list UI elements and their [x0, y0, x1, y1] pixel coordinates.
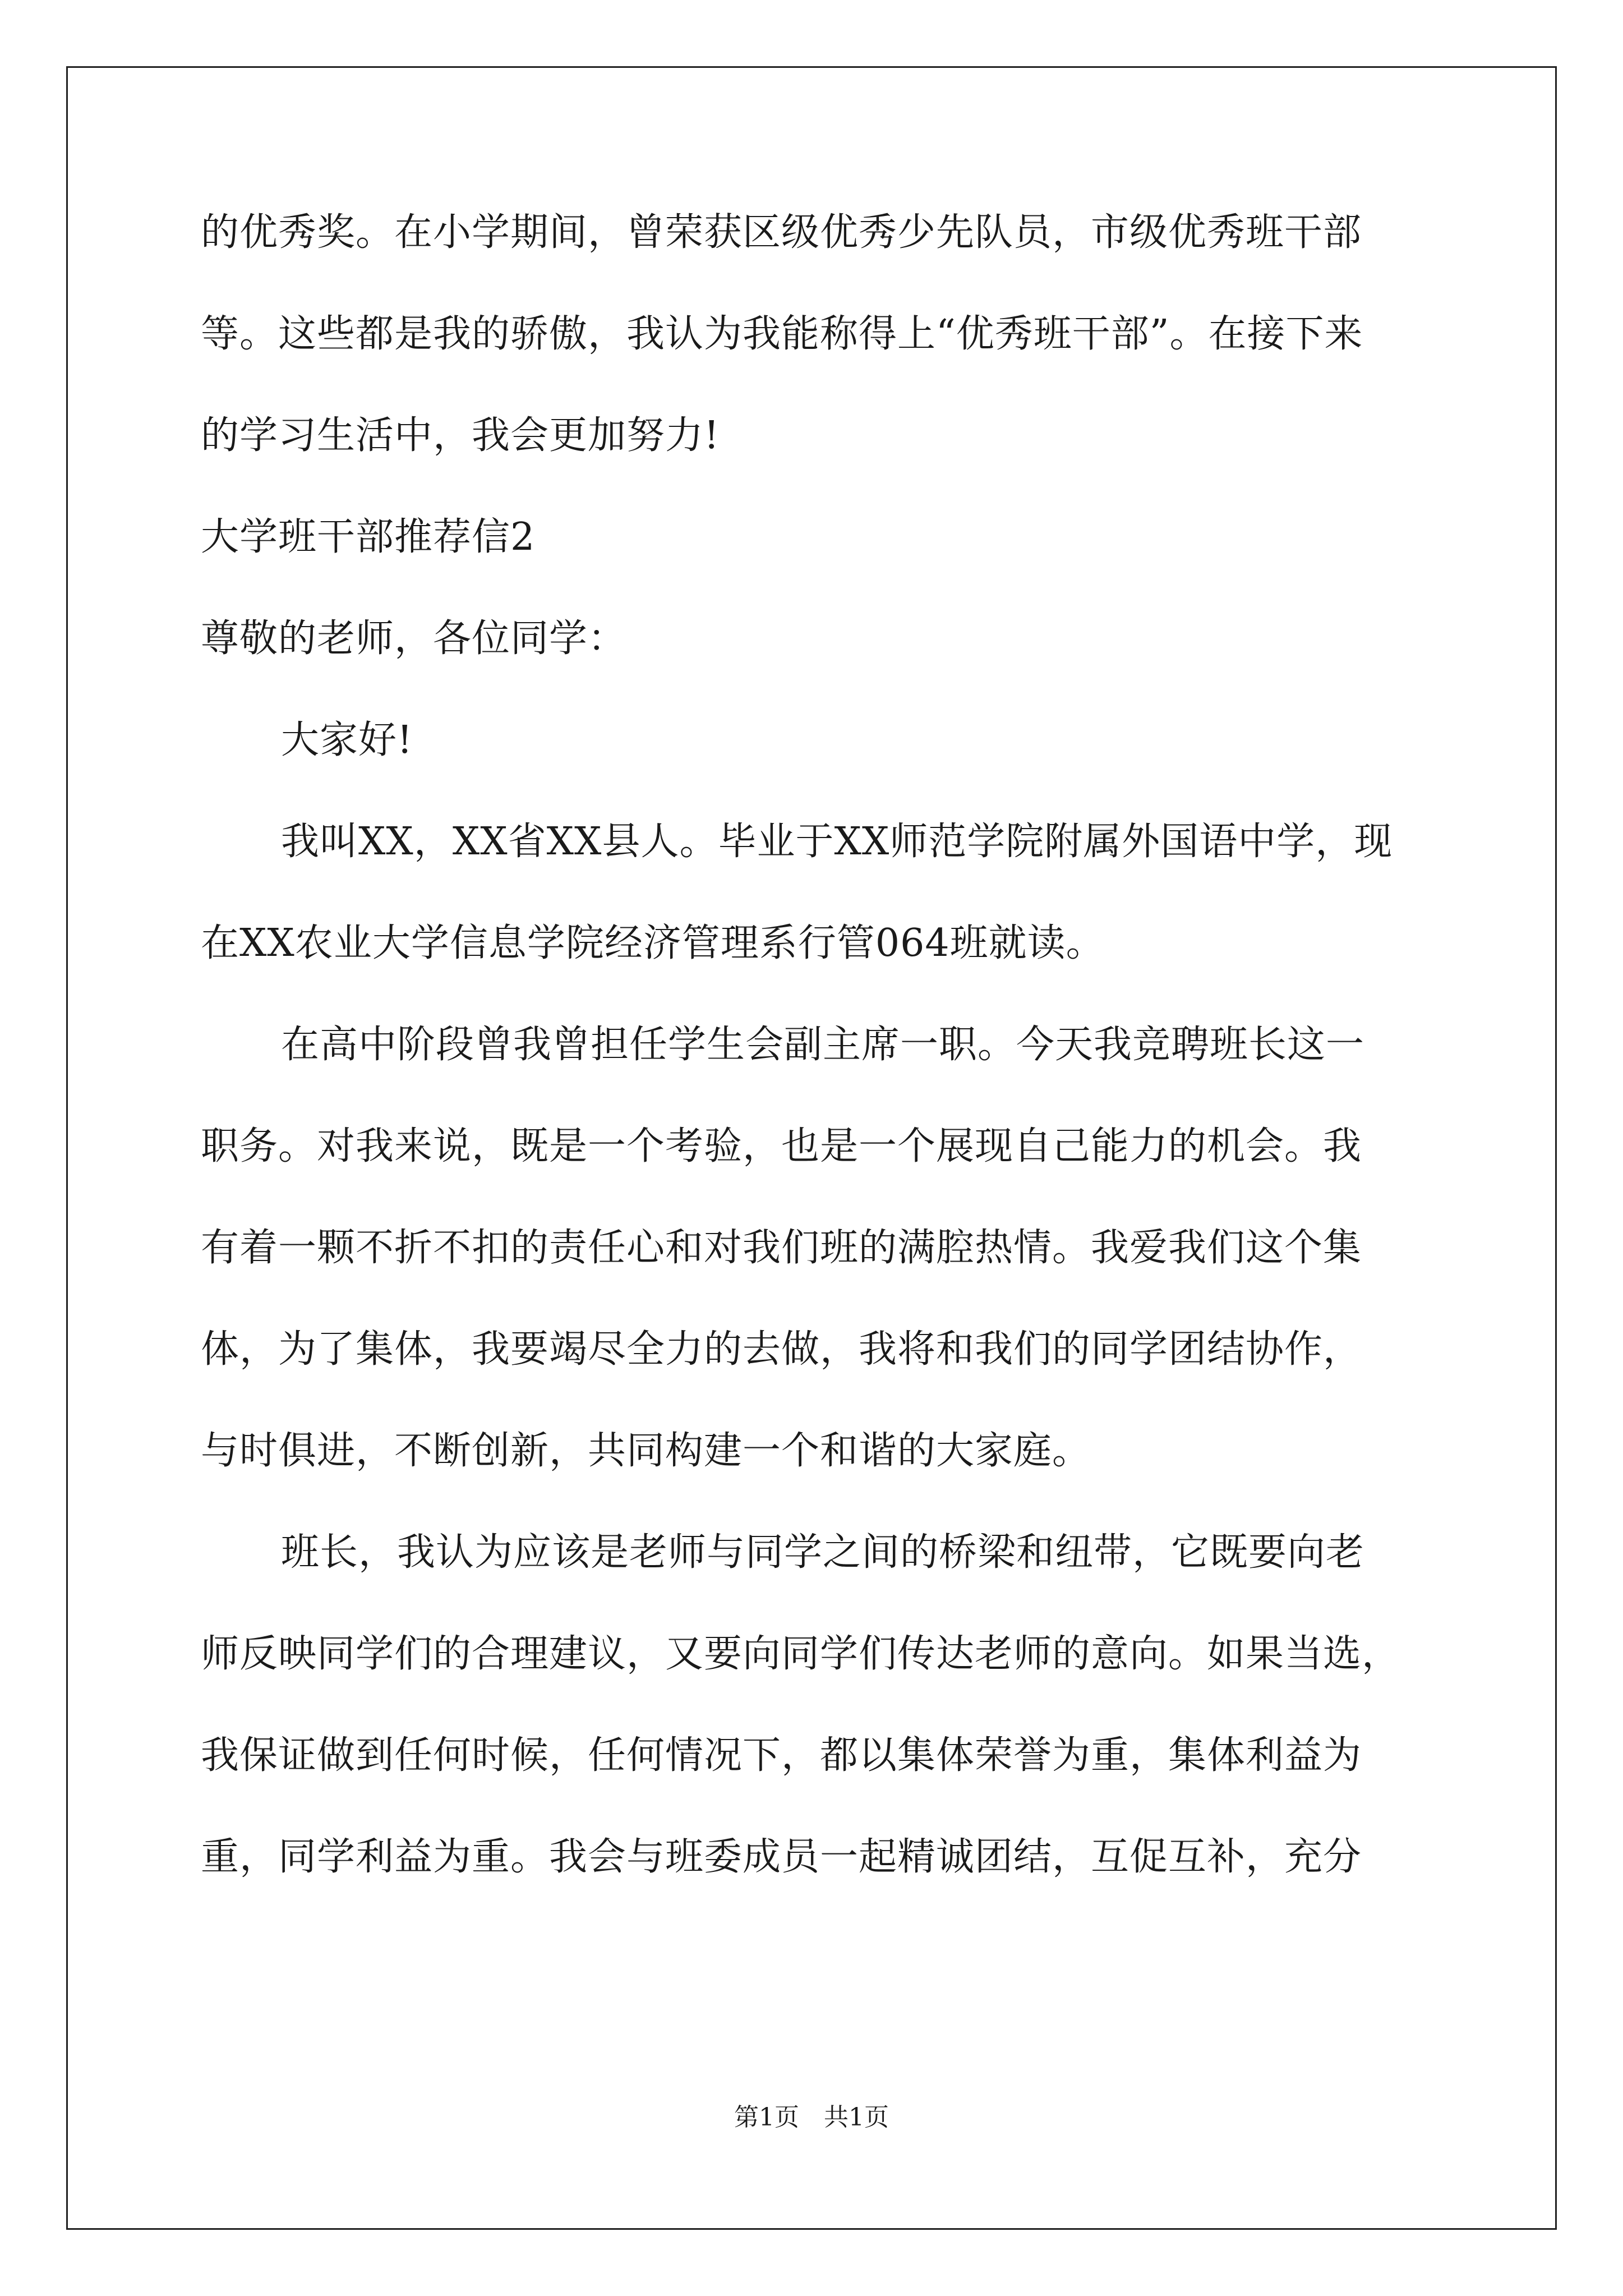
- text-line: 重，同学利益为重。我会与班委成员一起精诚团结，互促互补，充分: [201, 1835, 1362, 1879]
- salutation: 尊敬的老师，各位同学：: [201, 616, 627, 661]
- text-line: 有着一颗不折不扣的责任心和对我们班的满腔热情。我爱我们这个集: [201, 1226, 1362, 1270]
- text-line: 在XX农业大学信息学院经济管理系行管064班就读。: [201, 921, 1105, 965]
- text-line: 等。这些都是我的骄傲，我认为我能称得上“优秀班干部”。在接下来: [201, 312, 1363, 356]
- text-line: 职务。对我来说，既是一个考验，也是一个展现自己能力的机会。我: [201, 1124, 1362, 1168]
- text-line: 班长，我认为应该是老师与同学之间的桥梁和纽带，它既要向老: [281, 1530, 1365, 1575]
- text-line: 与时俱进，不断创新，共同构建一个和谐的大家庭。: [201, 1429, 1091, 1473]
- text-line: 我叫XX，XX省XX县人。毕业于XX师范学院附属外国语中学，现: [281, 820, 1393, 864]
- text-line: 体，为了集体，我要竭尽全力的去做，我将和我们的同学团结协作，: [201, 1327, 1362, 1372]
- text-line: 的优秀奖。在小学期间，曾荣获区级优秀少先队员，市级优秀班干部: [201, 210, 1362, 255]
- text-line: 的学习生活中，我会更加努力!: [201, 413, 720, 458]
- document-body: [201, 208, 1423, 1934]
- page-number-footer: 第1页 共1页: [734, 2103, 889, 2132]
- text-line: 在高中阶段曾我曾担任学生会副主席一职。今天我竞聘班长这一: [281, 1023, 1365, 1067]
- text-line: 我保证做到任何时候，任何情况下，都以集体荣誉为重，集体利益为: [201, 1733, 1362, 1778]
- greeting: 大家好!: [281, 718, 413, 762]
- section-title: 大学班干部推荐信2: [201, 515, 536, 559]
- text-line: 师反映同学们的合理建议，又要向同学们传达老师的意向。如果当选，: [201, 1632, 1401, 1676]
